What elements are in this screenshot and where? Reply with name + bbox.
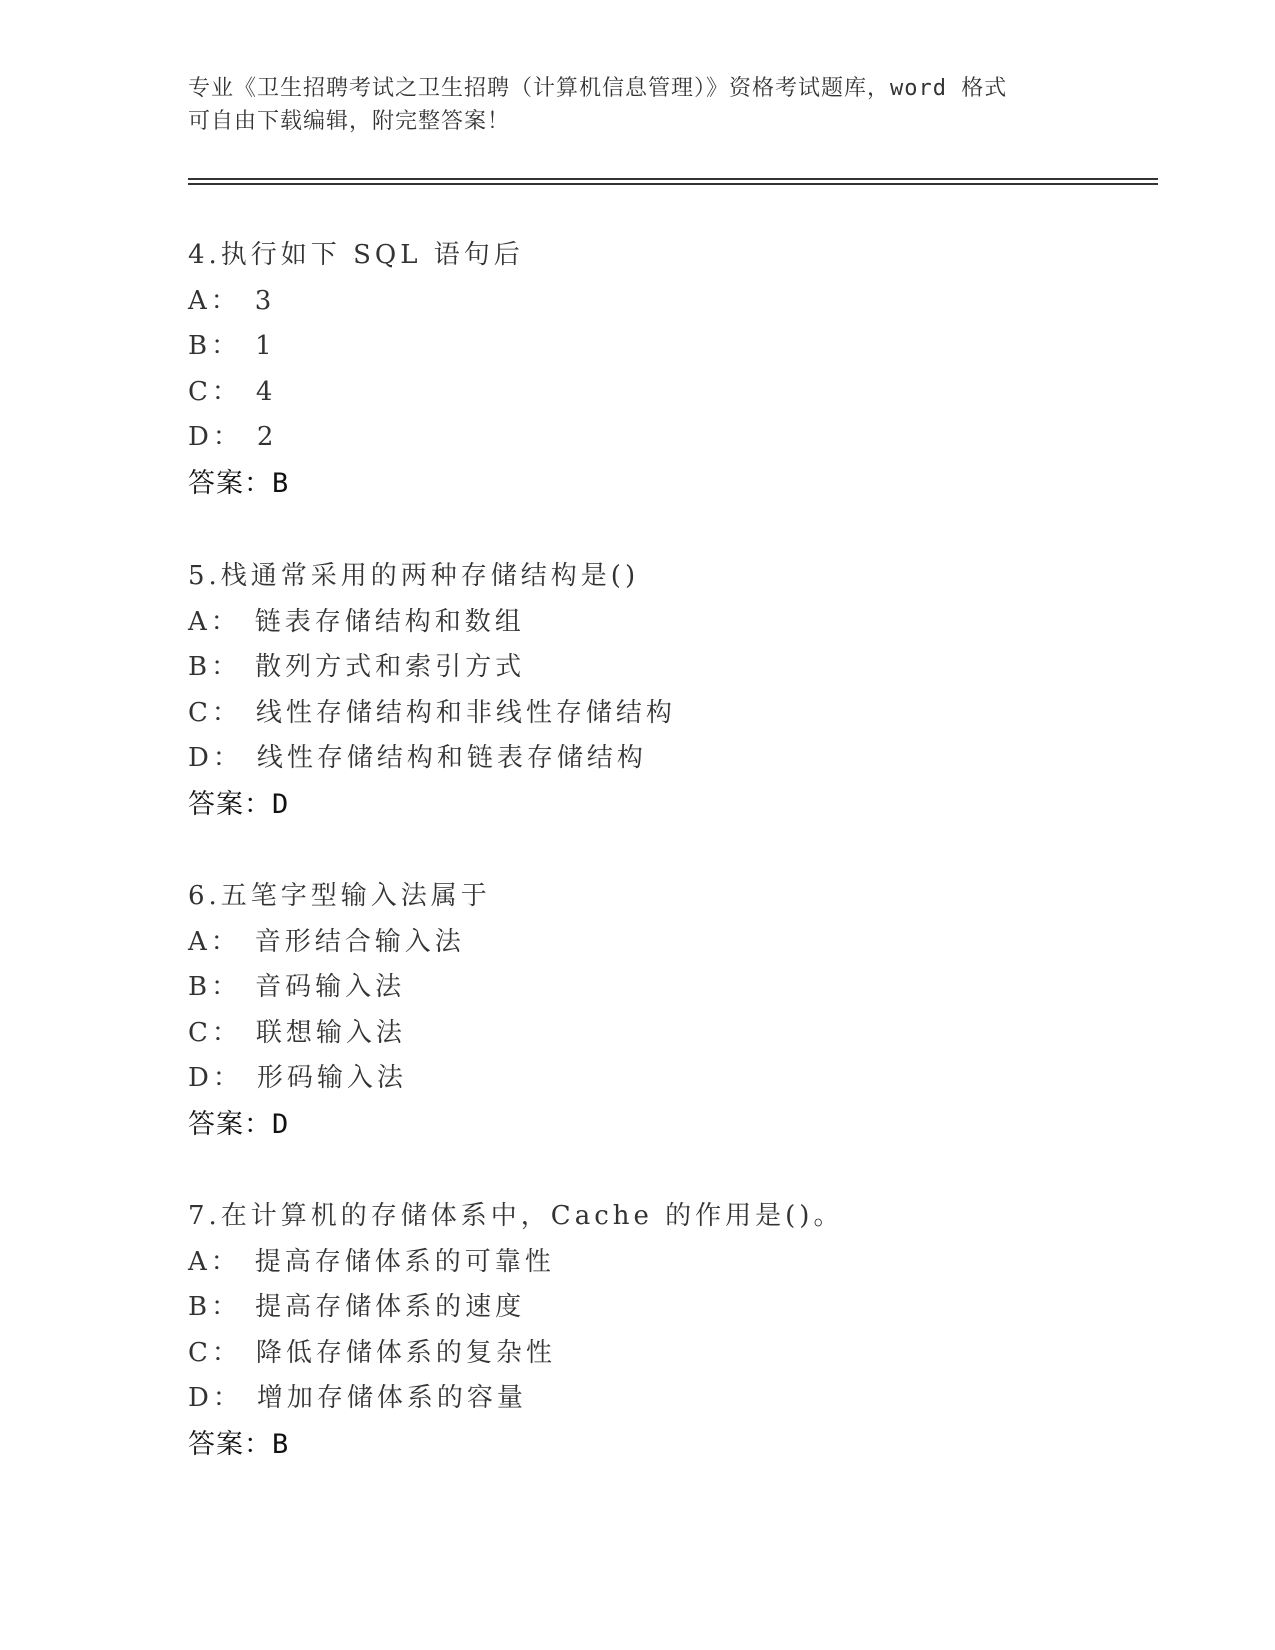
- answer-value: D: [272, 1108, 290, 1140]
- answer-label: 答案：: [188, 1428, 272, 1460]
- option-text: 提高存储体系的可靠性: [254, 1246, 555, 1277]
- question-7: [188, 1194, 1168, 1467]
- option-text: 1: [255, 331, 276, 361]
- option-text: 提高存储体系的速度: [255, 1292, 526, 1322]
- option-d: [188, 1376, 1168, 1422]
- question-title: 6.五笔字型输入法属于: [188, 881, 491, 911]
- option-letter: A：: [188, 1246, 241, 1277]
- answer-label: 答案：: [188, 467, 272, 499]
- option-c: [188, 370, 1168, 416]
- option-text: 线性存储结构和链表存储结构: [256, 743, 647, 773]
- header-divider-bottom: [188, 183, 1158, 185]
- answer-label: 答案：: [188, 788, 272, 820]
- option-letter: C：: [188, 697, 242, 728]
- question-4: [188, 233, 1168, 506]
- option-letter: D：: [188, 1383, 243, 1413]
- option-c: [188, 1331, 1168, 1377]
- option-a: [188, 920, 1168, 966]
- answer-value: B: [272, 1428, 290, 1460]
- question-title: 5.栈通常采用的两种存储结构是(): [188, 561, 640, 591]
- option-letter: D：: [188, 1063, 243, 1093]
- option-letter: D：: [188, 743, 243, 773]
- header-line-1: 专业《卫生招聘考试之卫生招聘（计算机信息管理）》资格考试题库，word 格式: [188, 76, 1008, 101]
- question-title: 4.执行如下 SQL 语句后: [188, 240, 524, 270]
- option-text: 形码输入法: [256, 1063, 407, 1093]
- option-a: [188, 279, 1168, 325]
- option-text: 3: [254, 285, 276, 316]
- answer-value: B: [272, 467, 290, 499]
- option-letter: C：: [188, 1337, 242, 1368]
- answer-line: [188, 461, 1168, 507]
- option-letter: C：: [188, 1017, 242, 1048]
- option-letter: B：: [188, 972, 242, 1002]
- option-text: 链表存储结构和数组: [254, 606, 525, 637]
- option-letter: D：: [188, 422, 243, 452]
- option-a: [188, 1240, 1168, 1286]
- question-6: [188, 874, 1168, 1147]
- option-letter: B：: [188, 652, 242, 682]
- option-a: [188, 600, 1168, 646]
- option-letter: A：: [188, 926, 241, 957]
- header-divider-top: [188, 178, 1158, 180]
- option-text: 4: [255, 376, 277, 407]
- option-d: [188, 736, 1168, 782]
- option-text: 降低存储体系的复杂性: [255, 1337, 556, 1368]
- option-letter: B：: [188, 1292, 242, 1322]
- answer-line: [188, 782, 1168, 828]
- option-text: 音码输入法: [255, 972, 406, 1002]
- option-letter: A：: [188, 606, 241, 637]
- option-letter: A：: [188, 285, 241, 316]
- option-b: [188, 324, 1168, 370]
- option-d: [188, 415, 1168, 461]
- answer-line: [188, 1102, 1168, 1148]
- document-header: [188, 72, 1088, 138]
- header-line-2: 可自由下载编辑，附完整答案！: [188, 109, 511, 134]
- option-text: 增加存储体系的容量: [256, 1383, 527, 1413]
- option-letter: C：: [188, 376, 242, 407]
- answer-label: 答案：: [188, 1108, 272, 1140]
- answer-line: [188, 1422, 1168, 1468]
- option-text: 散列方式和索引方式: [255, 652, 526, 682]
- option-c: [188, 1011, 1168, 1057]
- option-b: [188, 965, 1168, 1011]
- option-text: 音形结合输入法: [254, 926, 465, 957]
- option-text: 联想输入法: [255, 1017, 406, 1048]
- option-b: [188, 1285, 1168, 1331]
- question-title: 7.在计算机的存储体系中，Cache 的作用是()。: [188, 1201, 844, 1231]
- option-letter: B：: [188, 331, 242, 361]
- option-c: [188, 691, 1168, 737]
- answer-value: D: [272, 788, 290, 820]
- option-text: 2: [256, 422, 278, 452]
- option-d: [188, 1056, 1168, 1102]
- option-b: [188, 645, 1168, 691]
- option-text: 线性存储结构和非线性存储结构: [255, 697, 676, 728]
- question-5: [188, 554, 1168, 827]
